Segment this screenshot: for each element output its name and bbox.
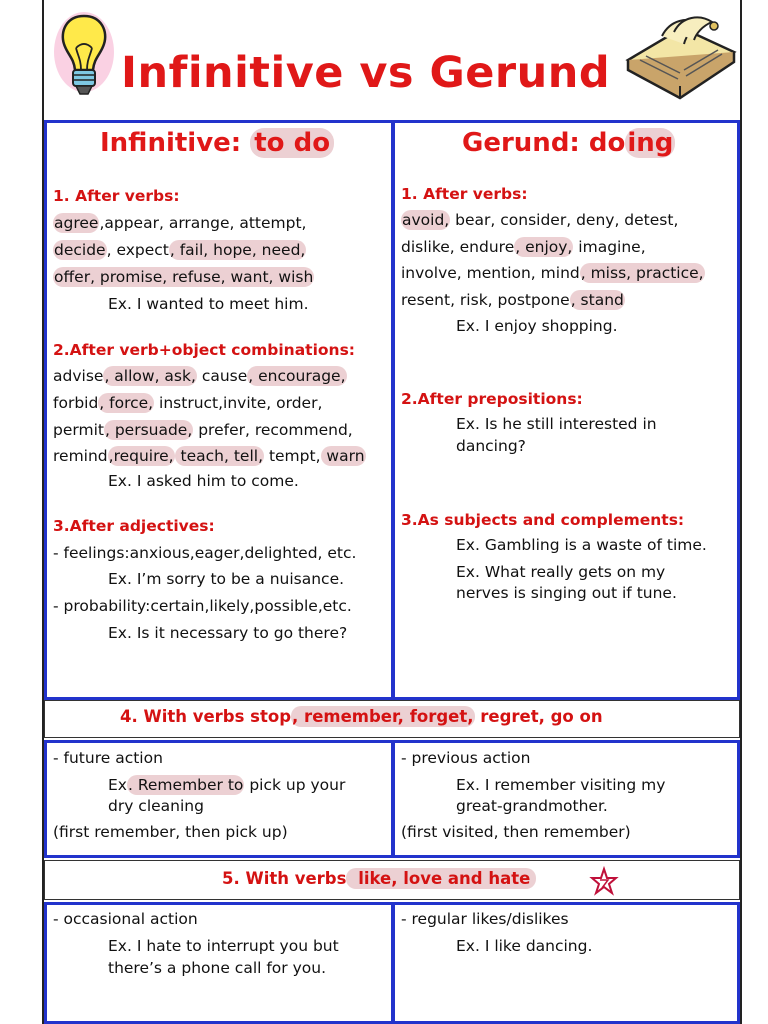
section4-left-label: - future action xyxy=(53,749,163,767)
section5-left-example-line1: Ex. I hate to interrupt you but xyxy=(108,937,339,955)
gerund-verbs-line3 xyxy=(401,263,705,283)
text: remind xyxy=(53,447,108,465)
text: 4. With verbs stop xyxy=(120,707,292,726)
section5-left-example-line2: there’s a phone call for you. xyxy=(108,959,326,977)
section5-right-example: Ex. I like dancing. xyxy=(456,937,593,955)
text: 5. With verbs xyxy=(222,869,347,888)
infinitive-verbobj-line4 xyxy=(53,446,366,466)
section4-right-example-line2: great-grandmother. xyxy=(456,797,608,815)
star-doodle-icon xyxy=(589,866,619,896)
text: dislike, endure xyxy=(401,238,515,256)
highlight-allow-ask: , allow, ask, xyxy=(104,367,196,385)
text: instruct,invite, order, xyxy=(154,394,323,412)
highlight-encourage: , encourage, xyxy=(248,367,346,385)
infinitive-verbobj-line3 xyxy=(53,420,353,440)
infinitive-section1-title: 1. After verbs: xyxy=(53,187,180,205)
text: prefer, recommend, xyxy=(193,421,353,439)
text: imagine, xyxy=(573,238,646,256)
infinitive-section3-title: 3.After adjectives: xyxy=(53,517,215,535)
text: forbid xyxy=(53,394,99,412)
infinitive-verbs-line1 xyxy=(53,213,306,233)
gerund-example2-line1: Ex. Is he still interested in xyxy=(456,415,657,433)
open-book-icon xyxy=(622,6,740,106)
infinitive-example1: Ex. I wanted to meet him. xyxy=(108,295,309,313)
gerund-heading xyxy=(462,128,675,158)
highlight-offer-wish: offer, promise, refuse, want, wish xyxy=(54,268,314,286)
text: Ex xyxy=(108,776,127,794)
infinitive-example2: Ex. I asked him to come. xyxy=(108,472,299,490)
gerund-example1: Ex. I enjoy shopping. xyxy=(456,317,618,335)
infinitive-verbs-line3 xyxy=(53,267,314,287)
highlight-force: , force, xyxy=(99,394,154,412)
section4-left-example-line2: dry cleaning xyxy=(108,797,204,815)
highlight-like-love-hate: like, love and hate xyxy=(346,868,536,889)
highlight-miss-practice: , miss, practice, xyxy=(580,264,704,282)
text: permit xyxy=(53,421,104,439)
gerund-section3-title: 3.As subjects and complements: xyxy=(401,511,685,529)
gerund-verbs-line1 xyxy=(401,210,678,230)
infinitive-adj-line2: - probability:certain,likely,possible,etc. xyxy=(53,597,352,615)
gerund-example2-line2: dancing? xyxy=(456,437,526,455)
gerund-verbs-line2 xyxy=(401,237,646,257)
gerund-heading-form: ing xyxy=(627,128,674,158)
highlight-decide: decide xyxy=(54,241,106,259)
highlight-persuade: , persuade, xyxy=(104,421,193,439)
infinitive-heading xyxy=(100,128,334,158)
highlight-enjoy: , enjoy, xyxy=(515,238,573,256)
infinitive-adj-line1: - feelings:anxious,eager,delighted, etc. xyxy=(53,544,357,562)
page-title: Infinitive vs Gerund xyxy=(121,48,611,98)
lightbulb-icon xyxy=(48,4,118,114)
infinitive-verbobj-line2 xyxy=(53,393,322,413)
gerund-example4-line1: Ex. What really gets on my xyxy=(456,563,666,581)
highlight-teach-tell: teach, tell, xyxy=(175,447,264,465)
text: ,appear, arrange, attempt, xyxy=(99,214,307,232)
infinitive-verbs-line2 xyxy=(53,240,306,260)
text: tempt, xyxy=(264,447,321,465)
highlight-avoid: avoid, xyxy=(402,211,450,229)
infinitive-heading-label: Infinitive: xyxy=(100,128,251,158)
section4-title xyxy=(120,707,603,726)
right-edge-line xyxy=(740,0,742,1024)
section5-left-label: - occasional action xyxy=(53,910,198,928)
text: regret, go on xyxy=(474,707,603,726)
text: involve, mention, mind xyxy=(401,264,580,282)
infinitive-section2-title: 2.After verb+object combinations: xyxy=(53,341,356,359)
section4-left-note: (first remember, then pick up) xyxy=(53,823,288,841)
gerund-example4-line2: nerves is singing out if tune. xyxy=(456,584,677,602)
highlight-agree: agree xyxy=(54,214,99,232)
infinitive-heading-form: to do xyxy=(250,128,334,158)
highlight-warn: warn xyxy=(321,447,365,465)
section4-right-example-line1: Ex. I remember visiting my xyxy=(456,776,666,794)
text: bear, consider, deny, detest, xyxy=(450,211,679,229)
highlight-require: ,require, xyxy=(108,447,174,465)
highlight-remember-forget: , remember, forget, xyxy=(292,707,474,726)
text: cause xyxy=(196,367,248,385)
infinitive-example4: Ex. Is it necessary to go there? xyxy=(108,624,348,642)
highlight-stand: , stand xyxy=(570,291,624,309)
section4-left-example-line1 xyxy=(108,775,345,795)
text: pick up your xyxy=(244,776,346,794)
gerund-example3: Ex. Gambling is a waste of time. xyxy=(456,536,707,554)
infinitive-verbobj-line1 xyxy=(53,366,347,386)
gerund-section2-title: 2.After prepositions: xyxy=(401,390,583,408)
gerund-heading-label: Gerund: do xyxy=(462,128,626,158)
highlight-remember-to: . Remember to xyxy=(127,776,244,794)
section4-right-note: (first visited, then remember) xyxy=(401,823,631,841)
text: advise xyxy=(53,367,104,385)
gerund-section1-title: 1. After verbs: xyxy=(401,185,528,203)
text: , expect xyxy=(106,241,169,259)
highlight-fail-hope-need: , fail, hope, need, xyxy=(169,241,306,259)
section4-right-label: - previous action xyxy=(401,749,531,767)
infinitive-example3: Ex. I’m sorry to be a nuisance. xyxy=(108,570,345,588)
text: resent, risk, postpone xyxy=(401,291,570,309)
section5-right-label: - regular likes/dislikes xyxy=(401,910,569,928)
gerund-verbs-line4 xyxy=(401,290,625,310)
gerund-panel xyxy=(392,120,740,700)
section5-title xyxy=(222,869,536,888)
